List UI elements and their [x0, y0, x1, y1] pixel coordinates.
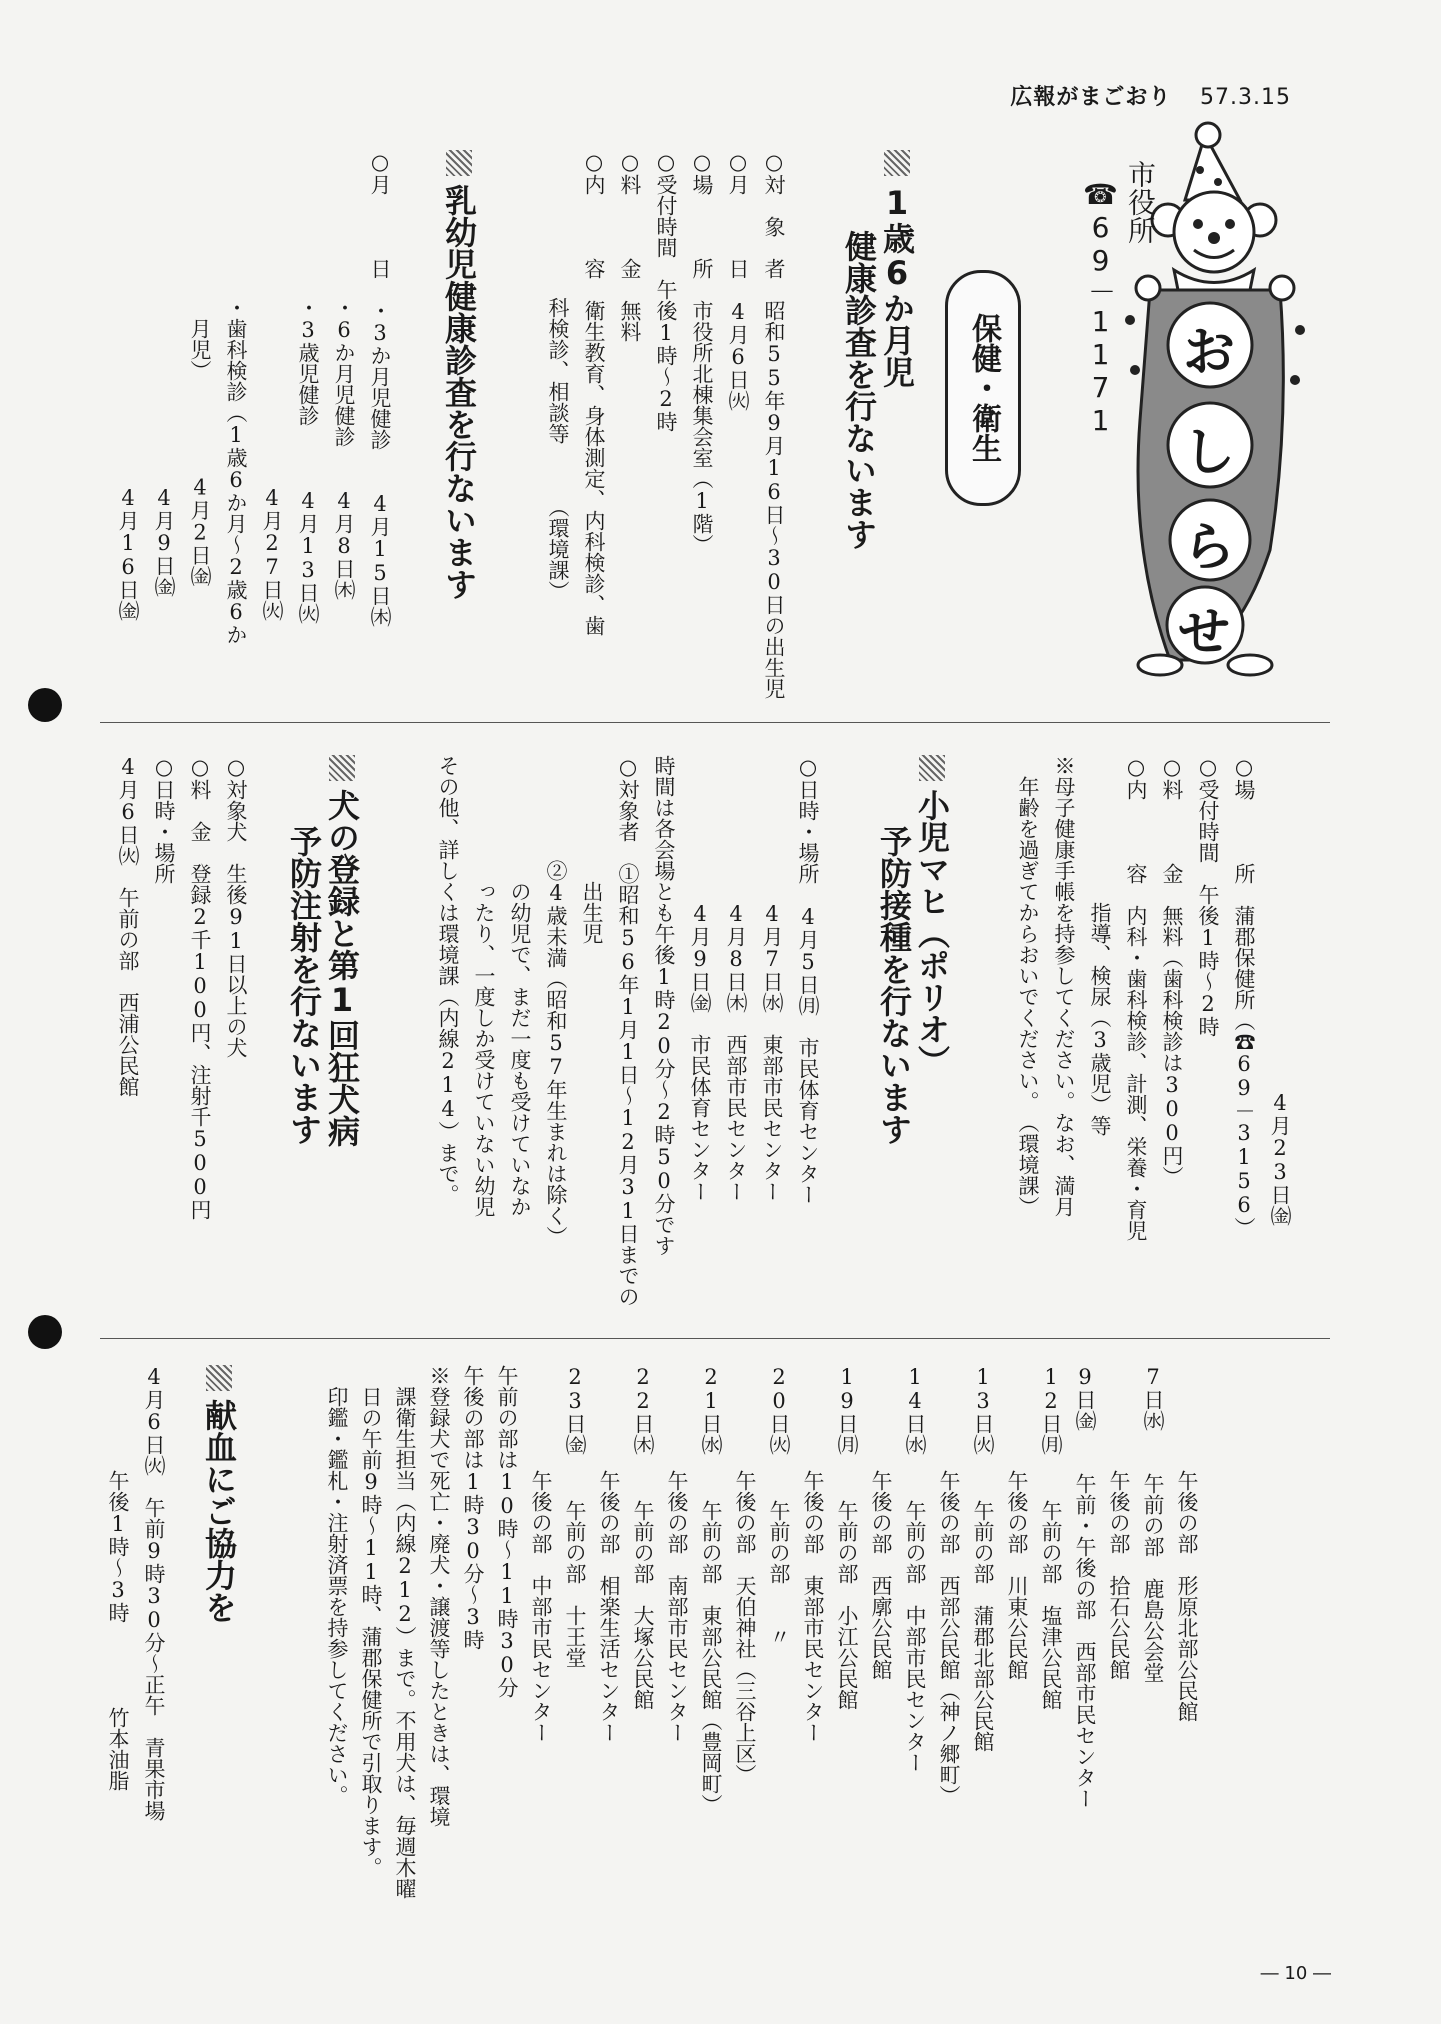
banner-char: せ [1178, 603, 1231, 663]
info-line: ○対象犬 生後91日以上の犬 [224, 755, 248, 1058]
issue-date: 57.3.15 [1200, 85, 1291, 110]
section-divider [100, 722, 1330, 723]
section-infant-checkup-body [110, 150, 398, 710]
info-line: ○対 象 者 昭和55年9月16日～30日の出生児 [762, 150, 786, 699]
schedule-line: 午後の部 西部公民館（神ノ郷町） [937, 1365, 961, 1806]
info-line: 4月7日㈬ 東部市民センター [760, 755, 784, 1202]
info-line: 4月9日㈮ 市民体育センター [688, 755, 712, 1202]
newsletter-title: 広報がまごおり [1010, 84, 1172, 110]
schedule-line: 7日㈬ 午前の部 鹿島公会堂 [1141, 1365, 1165, 1683]
info-line: ○受付時間 午後1時～2時 [654, 150, 678, 432]
note-line: ※登録犬で死亡・廃犬・譲渡等したときは、環境 [427, 1365, 451, 1827]
hatch-icon [919, 755, 945, 781]
info-line: ○日時・場所 4月5日㈪ 市民体育センター [796, 755, 820, 1205]
info-line: その他、詳しくは環境課（内線214）まで。 [436, 755, 460, 1205]
info-line: ・3歳児健診 4月13日㈫ [296, 150, 320, 624]
info-line: ○月 日 ・3か月児健診 4月15日㈭ [368, 150, 392, 627]
schedule-line: 午後の部は1時30分～3時 [461, 1365, 485, 1650]
info-line: ○月 日 4月6日㈫ [726, 150, 750, 411]
hatch-icon [206, 1365, 232, 1391]
schedule-line: 午後の部 川東公民館 [1005, 1365, 1029, 1680]
schedule-line: 13日㈫ 午前の部 蒲郡北部公民館 [971, 1365, 995, 1752]
info-line: 出生児 [580, 755, 604, 944]
section-polio-heading [875, 755, 951, 1325]
info-line: ○場 所 市役所北棟集会室（1階） [690, 150, 714, 555]
section-blood-donation-heading [200, 1365, 238, 1965]
info-line: 4月6日㈫ 午前9時30分～正午 青果市場 [142, 1365, 166, 1821]
schedule-line: 午後の部 拾石公民館 [1107, 1365, 1131, 1680]
info-line: 4月16日㈮ [116, 150, 140, 621]
info-line: 時間は各会場とも午後1時20分～2時50分です [652, 755, 676, 1256]
office-tel: ☎69－1171 [1084, 178, 1117, 437]
schedule-line: 12日㈪ 午前の部 塩津公民館 [1039, 1365, 1063, 1710]
binder-hole [28, 688, 62, 722]
schedule-line: 14日㈬ 午前の部 中部市民センター [903, 1365, 927, 1773]
info-line: ○料 金 登録2千100円、注射千500円 [188, 755, 212, 1220]
note-line: 日の午前9時～11時、蒲郡保健所で引取ります。 [359, 1365, 383, 1878]
section-rabies-body [110, 755, 254, 1325]
info-line: 4月9日㈮ [152, 150, 176, 597]
info-line: ○内 容 衛生教育、身体測定、内科検診、歯 [582, 150, 606, 636]
schedule-line: 9日㈮ 午前・午後の部 西部市民センター [1073, 1365, 1097, 1809]
schedule-line: 23日㈮ 午前の部 十王堂 [563, 1365, 587, 1668]
category-label: 保健・衛生 [966, 313, 1001, 463]
section-subtitle: 予防接種を行ないます [875, 825, 913, 1145]
note-line: 課衛生担当（内線212）まで。不用犬は、毎週木曜 [393, 1365, 417, 1899]
section-title: 1歳6か月児 [878, 184, 916, 388]
info-line: 4月27日㈫ [260, 150, 284, 621]
section-title: 犬の登録と第1回狂犬病 [323, 789, 361, 1147]
info-line: ・6か月児健診 4月8日㈭ [332, 150, 356, 600]
newsletter-header [1010, 80, 1291, 111]
hatch-icon [446, 150, 472, 176]
info-line: ※母子健康手帳を持参してください。なお、満月 [1052, 755, 1076, 1217]
info-line: の幼児で、まだ一度も受けていなか [508, 755, 532, 1217]
note-line: 印鑑・鑑札・注射済票を持参してください。 [325, 1365, 349, 1806]
banner-char: ら [1183, 518, 1236, 578]
section-divider [100, 1338, 1330, 1339]
info-line: 4月23日㈮ [1268, 755, 1292, 1226]
section-infant-checkup-continued [1010, 755, 1298, 1325]
section-toddler-checkup-body [540, 150, 792, 710]
info-line: ○内 容 内科・歯科検診、計測、栄養・育児 [1124, 755, 1148, 1241]
schedule-line: 午後の部 中部市民センター [529, 1365, 553, 1743]
banner-char: し [1183, 423, 1236, 483]
schedule-line: 19日㈪ 午前の部 小江公民館 [835, 1365, 859, 1710]
schedule-line: 午後の部 南部市民センター [665, 1365, 689, 1743]
info-line: 4月6日㈫ 午前の部 西浦公民館 [116, 755, 140, 1097]
section-title: 乳幼児健康診査を行ないます [440, 184, 478, 600]
info-line: ②4歳未満（昭和57年生まれは除く） [544, 755, 568, 1247]
info-line: 月児） 4月2日㈮ [188, 150, 212, 587]
office-contact [1080, 160, 1160, 437]
info-line: 4月8日㈭ 西部市民センター [724, 755, 748, 1202]
schedule-line: 午後の部 形原北部公民館 [1175, 1365, 1199, 1722]
info-line: ○日時・場所 [152, 755, 176, 884]
hatch-icon [329, 755, 355, 781]
schedule-line: 午後の部 天伯神社（三谷上区） [733, 1365, 757, 1785]
section-subtitle: 健康診査を行ないます [840, 230, 878, 550]
section-rabies-schedule [320, 1365, 1204, 1965]
info-line: 午後1時～3時 竹本油脂 [106, 1365, 130, 1791]
section-toddler-checkup-heading [840, 150, 916, 710]
info-line: 科検診、相談等 （環境課） [546, 150, 570, 602]
info-line: ○料 金 無料（歯科検診は300円） [1160, 755, 1184, 1187]
info-line: ・歯科検診（1歳6か月～2歳6か [224, 150, 248, 645]
banner-char: お [1183, 323, 1236, 383]
section-rabies-heading [285, 755, 361, 1325]
info-line: ○受付時間 午後1時～2時 [1196, 755, 1220, 1037]
schedule-line: 午後の部 東部市民センター [801, 1365, 825, 1743]
section-infant-checkup-heading [440, 150, 478, 710]
schedule-line: 午後の部 相楽生活センター [597, 1365, 621, 1743]
office-name: 市役所 [1124, 160, 1157, 244]
schedule-line: 22日㈭ 午前の部 大塚公民館 [631, 1365, 655, 1710]
info-line: ○場 所 蒲郡保健所（☎69－3156） [1232, 755, 1256, 1238]
info-line: ○対象者 ①昭和56年1月1日～12月31日までの [616, 755, 640, 1307]
schedule-line: 20日㈫ 午前の部 〃 [767, 1365, 791, 1647]
section-title: 小児マヒ（ポリオ） [913, 789, 951, 1077]
category-badge [945, 270, 1021, 506]
section-blood-donation-body [100, 1365, 172, 1965]
schedule-line: 21日㈬ 午前の部 東部公民館（豊岡町） [699, 1365, 723, 1815]
info-line: 指導、検尿（3歳児）等 [1088, 755, 1112, 1136]
section-title: 献血にご協力を [200, 1399, 238, 1623]
section-polio-body [430, 755, 826, 1325]
info-line: ったり、一度しか受けていない幼児 [472, 755, 496, 1217]
schedule-line: 午後の部 西廓公民館 [869, 1365, 893, 1680]
info-line: ○料 金 無料 [618, 150, 642, 342]
hatch-icon [884, 150, 910, 176]
page-number: ― 10 ― [1260, 1963, 1331, 1984]
binder-hole [28, 1315, 62, 1349]
schedule-line: 午前の部は10時～11時30分 [495, 1365, 519, 1698]
section-subtitle: 予防注射を行ないます [285, 825, 323, 1145]
info-line: 年齢を過ぎてからおいでください。 （環境課） [1016, 755, 1040, 1217]
